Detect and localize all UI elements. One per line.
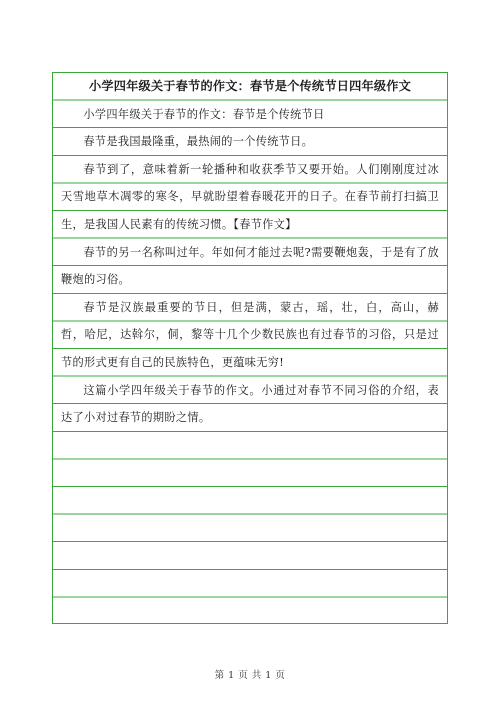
essay-paragraph: 春节到了，意味着新一轮播种和收获季节又要开始。人们刚刚度过冰天雪地草木凋零的寒冬，早就盼望着春暖花开的日子。在春节前打扫搞卫生，是我国人民素有的传统习惯。【春节作文】: [61, 162, 439, 231]
page-number-footer: 第 1 页 共 1 页: [214, 670, 286, 681]
essay-paragraph: 春节是汉族最重要的节日，但是满，蒙古，瑶，壮，白，高山，赫哲，哈尼，达斡尔，侗，黎等十几个少数民族也有过春节的习俗，只是过节的形式更有自己的民族特色，更蕴味无穷!: [61, 300, 439, 369]
essay-paragraph: 这篇小学四年级关于春节的作文。小通过对春节不同习俗的介绍，表达了小对过春节的期盼之情。: [61, 383, 439, 425]
essay-paragraph: 春节的另一名称叫过年。年如何才能过去呢?需要鞭炮轰，于是有了放鞭炮的习俗。: [61, 245, 439, 287]
ruled-essay-sheet: [52, 72, 448, 624]
essay-paragraph: 小学四年级关于春节的作文：春节是个传统节日: [83, 107, 325, 121]
essay-paragraph: 春节是我国最隆重，最热闹的一个传统节日。: [83, 135, 314, 149]
essay-title: 小学四年级关于春节的作文：春节是个传统节日四年级作文: [88, 79, 412, 93]
